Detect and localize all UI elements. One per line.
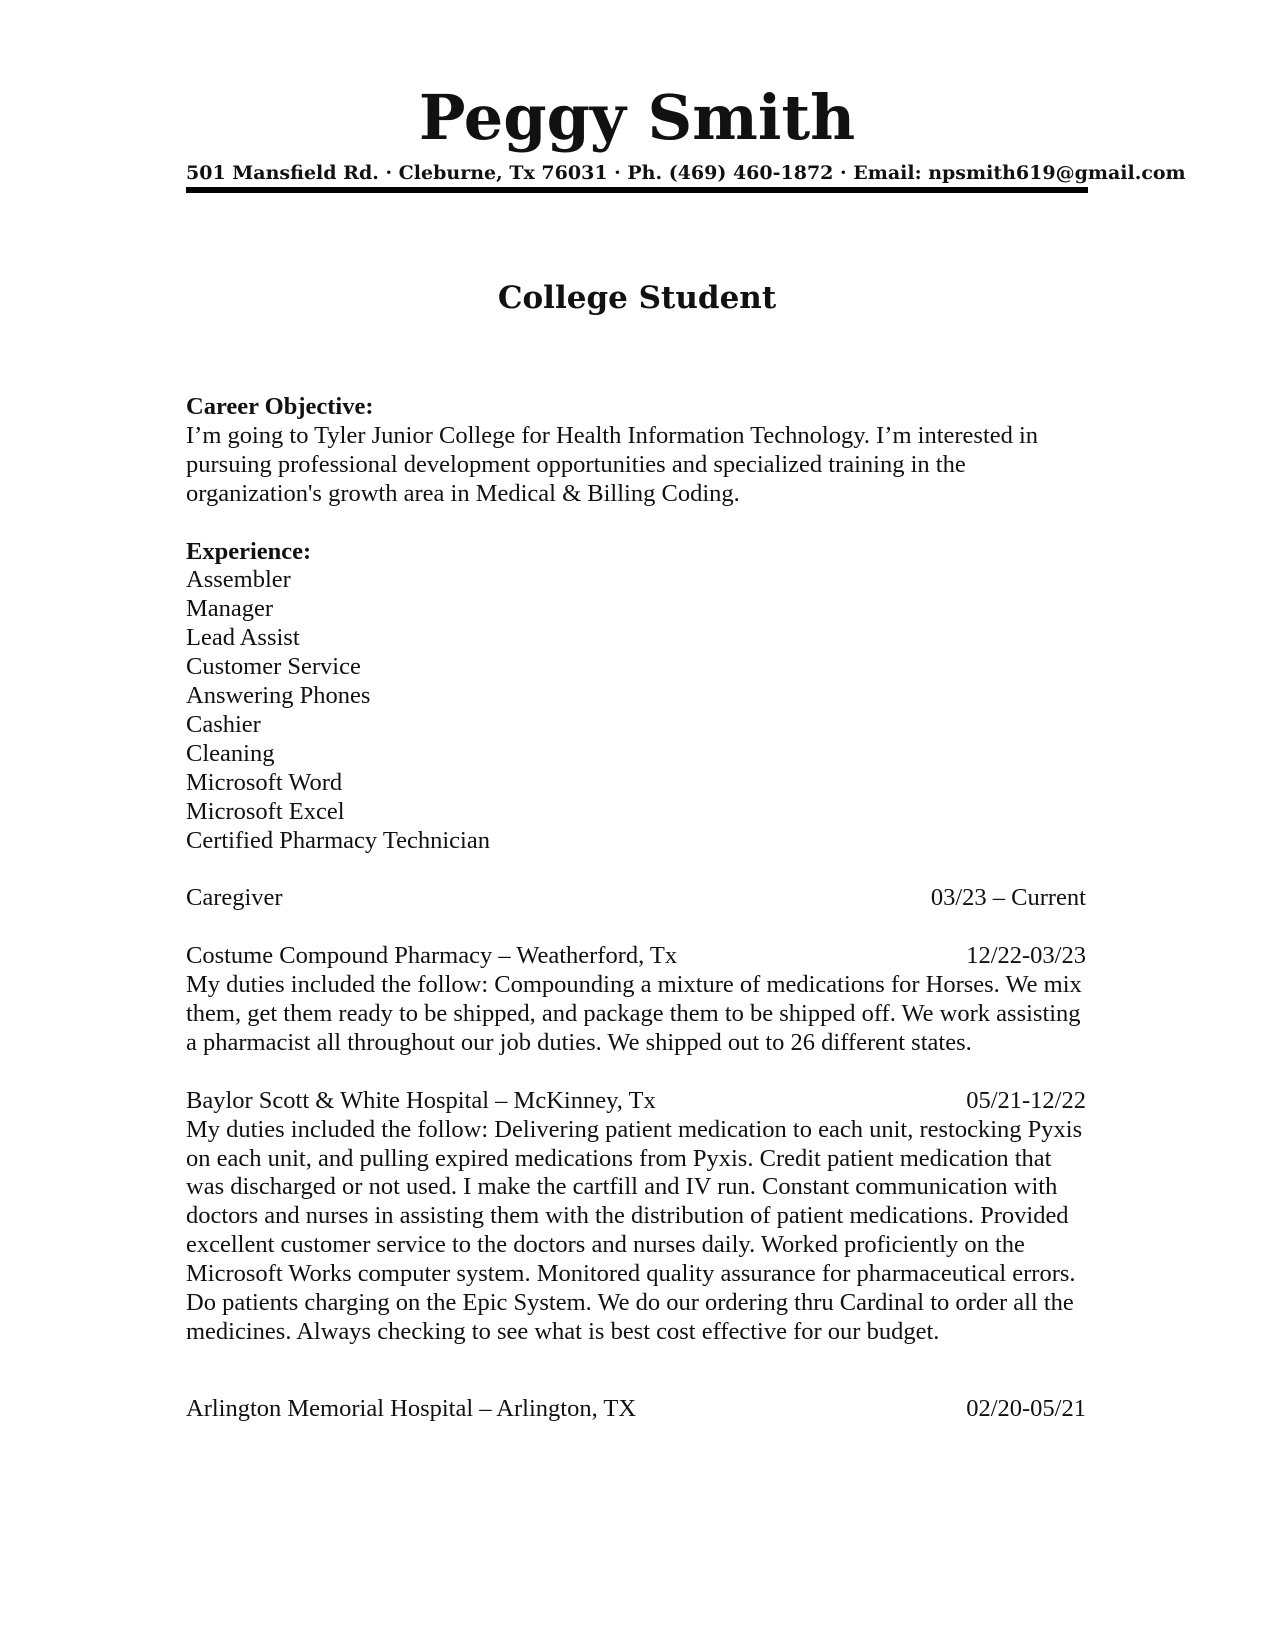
job-title: Arlington Memorial Hospital – Arlington, TX xyxy=(186,1394,637,1422)
skill-item: Microsoft Word xyxy=(186,768,343,796)
spacer xyxy=(186,1347,1088,1395)
skill-item: Assembler xyxy=(186,566,291,594)
job-dates: 12/22-03/23 xyxy=(966,942,1086,970)
job-dates: 05/21-12/22 xyxy=(966,1086,1086,1114)
skill-item: Certified Pharmacy Technician xyxy=(186,826,490,854)
objective-heading: Career Objective: xyxy=(186,393,374,420)
job-description: My duties included the follow: Delivering patient medication to each unit, restocking Pyxis on each unit, and pulling expired medications from Pyxis. Credit patient medication that was discharged or not used. I make the cartfill and IV run. Constant communication with doctors and nurses in assisting them with the distribution of patient medications. Provided excellent customer service to the doctors and nurses daily. Worked proficiently on the Microsoft Works computer system. Monitored quality assurance for pharmaceutical errors. Do patients charging on the Epic System. We do our ordering thru Cardinal to order all the medicines. Always checking to see what is best cost effective for our budget. xyxy=(186,1115,1083,1345)
job-description: My duties included the follow: Compounding a mixture of medications for Horses. We mix them, get them ready to be shipped, and package them to be shipped off. We work assisting a pharmacist all throughout our job duties. We shipped out to 26 different states. xyxy=(186,971,1082,1056)
job-title: Costume Compound Pharmacy – Weatherford, Tx xyxy=(186,942,678,970)
spacer xyxy=(186,855,1088,884)
skill-item: Cashier xyxy=(186,710,261,738)
contact-line: 501 Mansfield Rd. · Cleburne, Tx 76031 · Ph. (469) 460-1872 · Email: npsmith619@gmail.com xyxy=(186,162,1186,184)
job-entry-caregiver xyxy=(186,884,1088,913)
job-title: Caregiver xyxy=(186,884,283,912)
job-title: Baylor Scott & White Hospital – McKinney, Tx xyxy=(186,1086,656,1114)
skill-item: Manager xyxy=(186,595,274,623)
skills-list xyxy=(186,566,1088,855)
skill-item: Lead Assist xyxy=(186,624,300,652)
job-entry-costume-compound xyxy=(186,942,1088,971)
skill-item: Customer Service xyxy=(186,653,361,681)
skill-item: Answering Phones xyxy=(186,682,371,710)
spacer xyxy=(186,913,1088,942)
skill-item: Microsoft Excel xyxy=(186,797,345,825)
experience-heading: Experience: xyxy=(186,537,312,565)
spacer xyxy=(186,1058,1088,1087)
objective-text: I’m going to Tyler Junior College for Health Information Technology. I’m interested in pursuing professional development opportunities and specialized training in the organization's growth area in Medical & Billing Coding. xyxy=(186,421,1039,507)
job-entry-arlington-memorial xyxy=(186,1395,1088,1424)
job-dates: 03/23 – Current xyxy=(930,884,1086,912)
skill-item: Cleaning xyxy=(186,739,275,767)
spacer xyxy=(186,509,1088,538)
header-rule xyxy=(186,187,1088,193)
job-entry-baylor-scott-white xyxy=(186,1087,1088,1116)
candidate-name: Peggy Smith xyxy=(418,81,856,154)
resume-body xyxy=(186,393,1088,1424)
resume-title: College Student xyxy=(497,280,777,316)
job-dates: 02/20-05/21 xyxy=(966,1394,1086,1422)
